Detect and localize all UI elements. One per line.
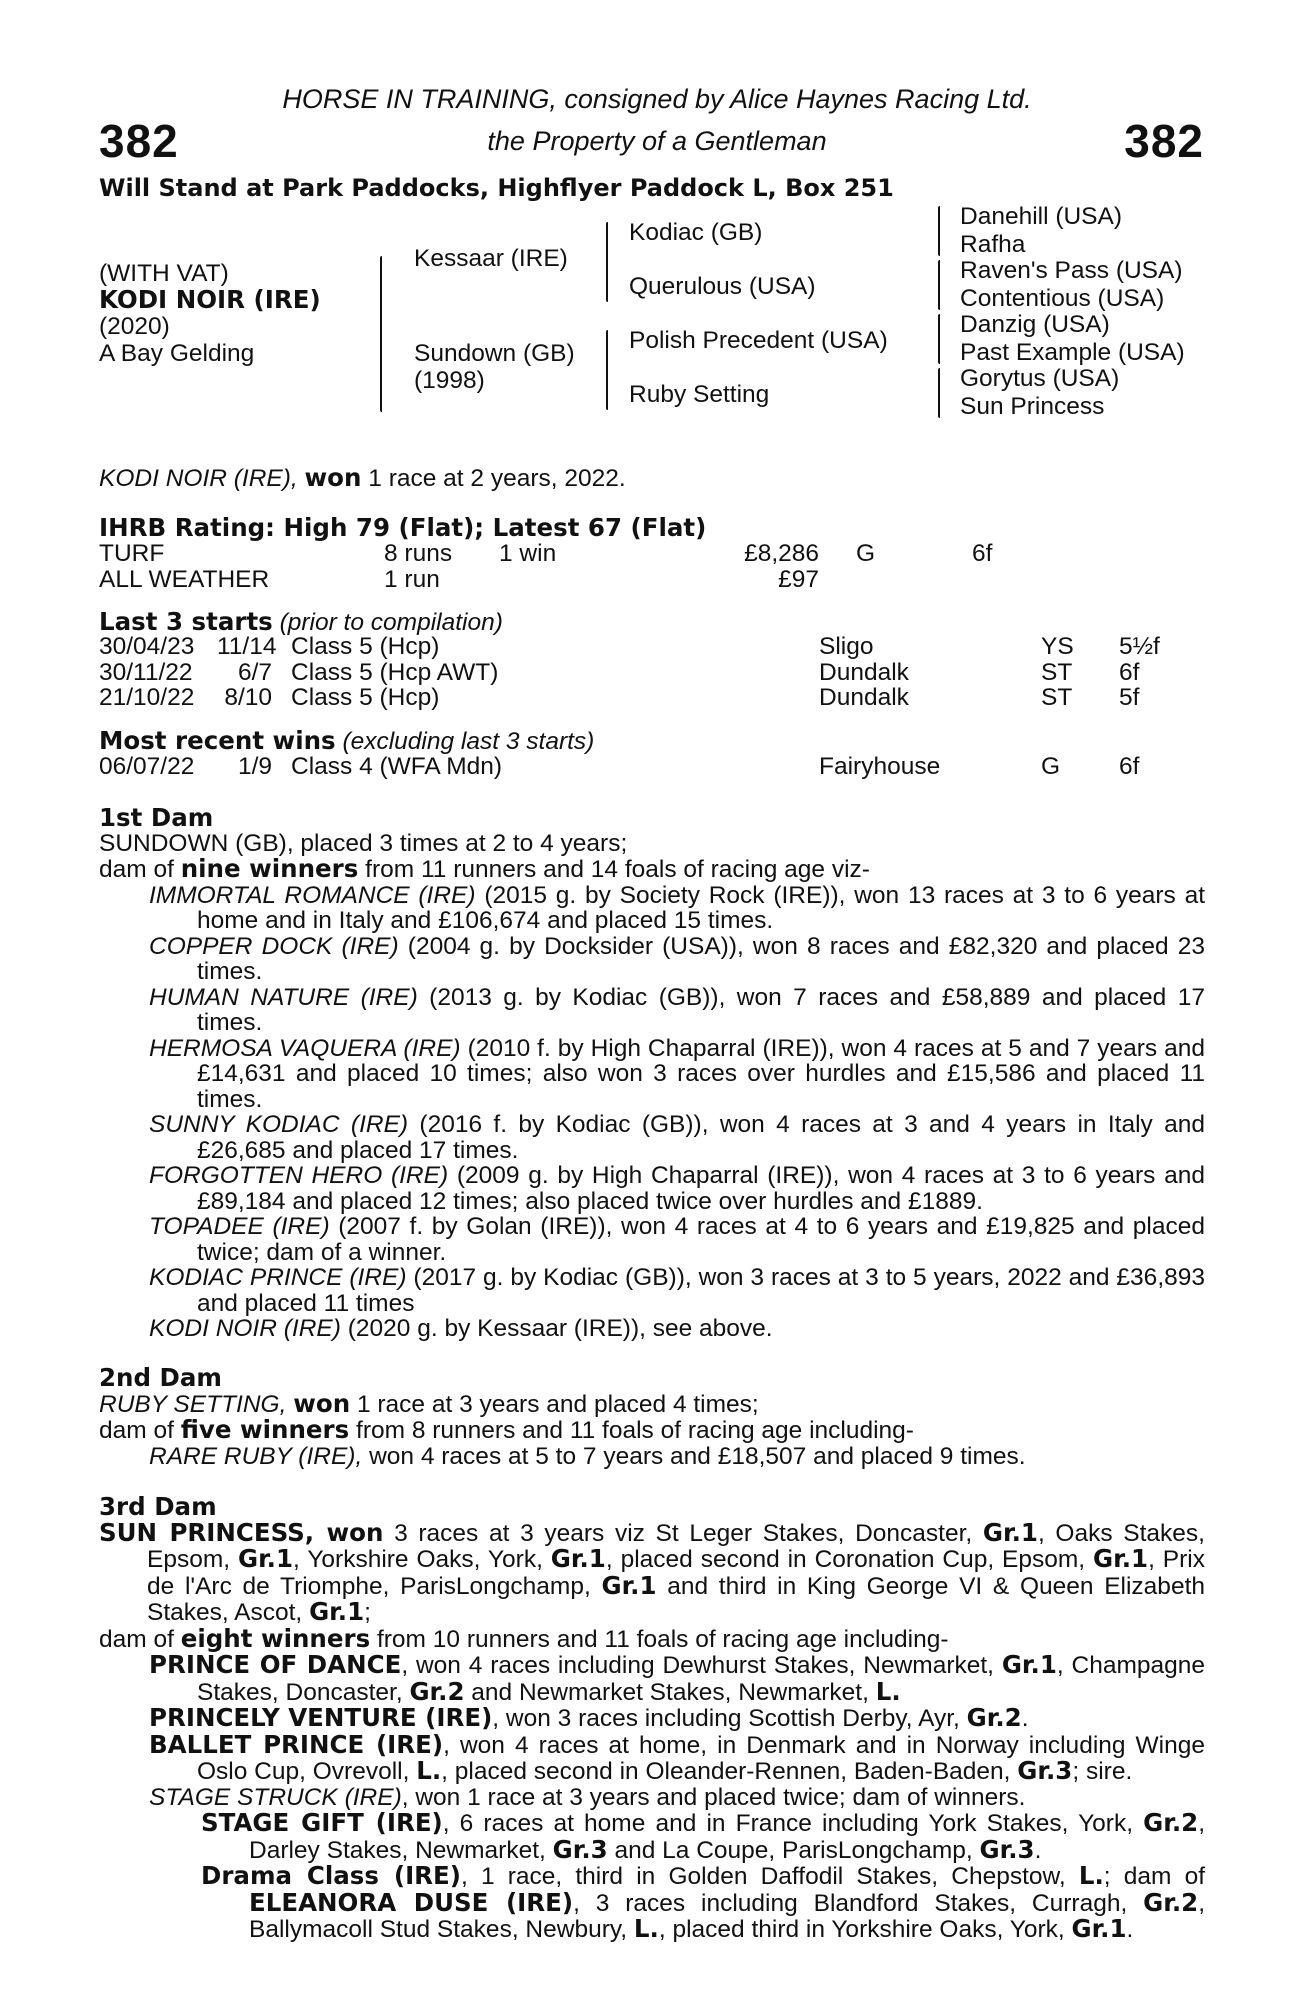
pedigree-g3-6: Past Example (USA) — [960, 339, 1185, 366]
start-class: Class 5 (Hcp) — [291, 684, 440, 711]
text: and La Coupe, ParisLongchamp, — [607, 1836, 980, 1864]
produce-record: (2016 f. by Kodiac (GB)), won 4 races at 3 and 4 years in Italy and £26,685 and placed 17 times. — [197, 1111, 1205, 1164]
grade: L. — [1078, 1861, 1104, 1890]
produce-entry — [99, 1785, 1205, 1811]
start-row — [99, 660, 1209, 686]
pedigree-g3-5: Danzig (USA) — [960, 311, 1110, 338]
produce-entry — [99, 1265, 1205, 1316]
produce-record: (2007 f. by Golan (IRE)), won 4 races at 4 to 6 years and £19,825 and placed twice; dam of a winner. — [197, 1213, 1205, 1266]
produce-entry — [99, 1214, 1205, 1265]
pedigree-brace-g2 — [938, 260, 940, 310]
text: from 10 runners and 11 foals of racing age including- — [376, 1625, 949, 1653]
sire-sire: Kodiac (GB) — [629, 219, 763, 246]
produce-name: STAGE STRUCK (IRE) — [149, 1783, 402, 1811]
produce-name: KODIAC PRINCE (IRE) — [149, 1264, 407, 1291]
third-dam-section — [99, 1494, 1205, 1943]
produce-name: SUNNY KODIAC (IRE) — [149, 1111, 409, 1138]
grade: L. — [633, 1914, 659, 1943]
produce-name: TOPADEE (IRE) — [149, 1213, 330, 1240]
produce-entry — [99, 1316, 1205, 1342]
first-dam-produce-summary — [99, 856, 1205, 883]
grade: Gr.3 — [1017, 1756, 1073, 1785]
produce-entry — [99, 883, 1205, 934]
rating-surface: ALL WEATHER — [99, 566, 270, 593]
first-dam-record: SUNDOWN (GB), placed 3 times at 2 to 4 years; — [99, 829, 628, 857]
text: , Ballymacoll Stud Stakes, Newbury, — [249, 1889, 1205, 1943]
produce-entry — [99, 1163, 1205, 1214]
start-position: 6/7 — [237, 659, 272, 686]
pedigree-g3-2: Rafha — [960, 231, 1026, 258]
produce-entry-grandchild — [99, 1810, 1205, 1863]
text: from 8 runners and 11 foals of racing age including- — [356, 1417, 914, 1444]
produce-name: HERMOSA VAQUERA (IRE) — [149, 1034, 461, 1062]
grade: Gr.2 — [1143, 1808, 1199, 1837]
winners-count: nine winners — [180, 854, 359, 883]
won-label: won — [293, 1388, 351, 1418]
win-class: Class 4 (WFA Mdn) — [291, 753, 503, 780]
start-class: Class 5 (Hcp) — [291, 633, 440, 660]
produce-name: BALLET PRINCE (IRE) — [149, 1729, 444, 1759]
rating-row — [99, 541, 1209, 567]
pedigree-g3-3: Raven's Pass (USA) — [960, 257, 1183, 284]
start-row — [99, 685, 1209, 711]
text: dam of — [99, 856, 174, 883]
grade: Gr.1 — [237, 1544, 294, 1573]
second-dam-title: 2nd Dam — [99, 1363, 222, 1392]
produce-entry — [99, 1705, 1205, 1732]
dam-name: Sundown (GB) — [414, 340, 575, 367]
produce-name: ELEANORA DUSE (IRE) — [249, 1887, 574, 1917]
first-dam-section — [99, 805, 1205, 1342]
text: , won 4 races at home, in Denmark and in Norway including Winge Oslo Cup, Ovrevoll, — [197, 1731, 1205, 1785]
produce-name: FORGOTTEN HERO (IRE) — [149, 1162, 449, 1189]
start-position: 11/14 — [217, 633, 277, 660]
rating-prize: £97 — [778, 566, 819, 593]
produce-entry — [99, 1036, 1205, 1113]
start-date: 30/04/23 — [99, 633, 195, 660]
produce-name: KODI NOIR (IRE) — [149, 1315, 341, 1342]
vat-note: (WITH VAT) — [99, 260, 229, 287]
grade: Gr.2 — [1143, 1887, 1199, 1917]
produce-name: IMMORTAL ROMANCE (IRE) — [149, 881, 476, 909]
text: , won 1 race at 3 years and placed twice; dam of winners. — [401, 1783, 1026, 1811]
text: . — [1021, 1705, 1029, 1732]
start-distance: 5f — [1119, 684, 1140, 711]
produce-record: (2010 f. by High Chaparral (IRE)), won 4 races at 5 and 7 years and £14,631 and placed 10 times; also won 3 races over hurdles and £15,586 and placed 11 times. — [197, 1034, 1206, 1113]
start-date: 21/10/22 — [99, 684, 195, 711]
grade: Gr.1 — [550, 1544, 606, 1573]
pedigree-brace-g3 — [938, 314, 940, 364]
rating-row — [99, 567, 1209, 593]
grade: Gr.2 — [409, 1676, 465, 1706]
third-dam-produce-summary — [99, 1623, 1205, 1653]
text: ; — [364, 1599, 371, 1626]
produce-record: (2017 g. by Kodiac (GB)), won 3 races at 3 to 5 years, 2022 and £36,893 and placed 11 times — [197, 1264, 1205, 1317]
produce-name: HUMAN NATURE (IRE) — [149, 983, 418, 1011]
horse-year: (2020) — [99, 313, 170, 340]
first-dam-title: 1st Dam — [99, 803, 214, 832]
grade: Gr.3 — [552, 1834, 608, 1864]
text: dam of — [99, 1417, 174, 1444]
last3-note: (prior to compilation) — [279, 609, 503, 636]
stand-location: Will Stand at Park Paddocks, Highflyer Paddock L, Box 251 — [99, 174, 894, 202]
text: 3 races at 3 years viz St Leger Stakes, Doncaster, — [383, 1519, 983, 1547]
last3-heading — [99, 609, 503, 636]
rating-title: IHRB Rating: High 79 (Flat); Latest 67 (Flat) — [99, 513, 707, 542]
produce-name: COPPER DOCK (IRE) — [149, 932, 399, 960]
second-dam-name: RUBY SETTING, — [99, 1390, 287, 1418]
text: and Newmarket Stakes, Newmarket, — [464, 1678, 876, 1706]
start-course: Sligo — [819, 633, 874, 660]
produce-record: (2015 g. by Society Rock (IRE)), won 13 races at 3 to 6 years at home and in Italy and £106,674 and placed 15 times. — [197, 881, 1205, 934]
produce-entry — [99, 1112, 1205, 1163]
text: , Prix de l'Arc de Triomphe, ParisLongchamp, — [147, 1546, 1205, 1600]
grade: Gr.1 — [1001, 1650, 1057, 1679]
produce-entry — [99, 1444, 1205, 1470]
produce-name: RARE RUBY (IRE), — [149, 1442, 363, 1470]
pedigree-g3-1: Danehill (USA) — [960, 203, 1123, 230]
recent-win-row — [99, 754, 1209, 780]
rating-going: G — [856, 540, 876, 567]
horse-description: A Bay Gelding — [99, 340, 255, 367]
produce-record: (2009 g. by High Chaparral (IRE)), won 4 races at 3 to 6 years and £89,184 and placed 12 times; also placed twice over hurdles and £1889. — [197, 1162, 1206, 1215]
text: , won 4 races including Dewhurst Stakes, Newmarket, — [401, 1652, 1002, 1679]
summary-rest: 1 race at 2 years, 2022. — [368, 465, 626, 492]
recent-wins-note: (excluding last 3 starts) — [342, 728, 595, 755]
text: , 3 races including Blandford Stakes, Curragh, — [573, 1889, 1144, 1917]
produce-entry-grandchild — [99, 1863, 1205, 1943]
text: from 11 runners and 14 foals of racing age viz- — [365, 856, 870, 883]
horse-name: KODI NOIR (IRE) — [99, 285, 321, 314]
pedigree-g3-4: Contentious (USA) — [960, 285, 1165, 312]
pedigree-g3-8: Sun Princess — [960, 393, 1105, 420]
summary-won: won — [304, 463, 362, 492]
text: , Darley Stakes, Newmarket, — [249, 1810, 1205, 1864]
produce-name: Drama Class (IRE) — [201, 1861, 461, 1890]
dam-sire: Polish Precedent (USA) — [629, 327, 888, 354]
start-going: YS — [1041, 633, 1074, 660]
start-course: Dundalk — [819, 659, 909, 686]
produce-record: (2020 g. by Kessaar (IRE)), see above. — [347, 1315, 773, 1342]
text: , placed third in Yorkshire Oaks, York, — [658, 1916, 1072, 1943]
third-dam-title: 3rd Dam — [99, 1492, 217, 1521]
grade: Gr.1 — [982, 1517, 1038, 1547]
start-row — [99, 634, 1209, 660]
sire-dam: Querulous (USA) — [629, 273, 816, 300]
text: . — [1126, 1916, 1134, 1943]
grade: Gr.3 — [979, 1834, 1035, 1864]
pedigree-brace-g4 — [938, 368, 940, 418]
pedigree-g3-7: Gorytus (USA) — [960, 365, 1120, 392]
recent-wins-heading — [99, 728, 594, 755]
grade: L. — [875, 1676, 901, 1706]
dam-dam: Ruby Setting — [629, 381, 770, 408]
third-dam-name: SUN PRINCESS, won — [99, 1517, 384, 1547]
sire-name: Kessaar (IRE) — [414, 245, 568, 272]
produce-name: STAGE GIFT (IRE) — [201, 1808, 443, 1837]
text: 1 race at 3 years and placed 4 times; — [356, 1390, 759, 1418]
produce-record: (2004 g. by Docksider (USA)), won 8 races and £82,320 and placed 23 times. — [197, 932, 1205, 985]
text: ; dam of — [1103, 1863, 1205, 1890]
text: , 1 race, third in Golden Daffodil Stakes, Chepstow, — [460, 1863, 1079, 1890]
recent-wins-title: Most recent wins — [99, 726, 336, 755]
grade: L. — [416, 1756, 442, 1785]
produce-entry — [99, 934, 1205, 985]
race-summary — [99, 465, 626, 492]
produce-name: PRINCELY VENTURE (IRE) — [149, 1703, 493, 1732]
win-date: 06/07/22 — [99, 753, 195, 780]
summary-horse-name: KODI NOIR (IRE), — [99, 465, 298, 492]
produce-entry — [99, 1652, 1205, 1705]
lot-number-left: 382 — [99, 115, 179, 167]
winners-count: five winners — [180, 1415, 350, 1444]
pedigree-brace-main — [380, 256, 382, 412]
dam-year: (1998) — [414, 367, 485, 394]
rating-runs: 8 runs — [384, 540, 453, 567]
second-dam-record — [99, 1388, 1205, 1418]
text: , won 3 races including Scottish Derby, Ayr, — [492, 1705, 967, 1732]
start-course: Dundalk — [819, 684, 909, 711]
produce-entry — [99, 985, 1205, 1036]
text: dam of — [99, 1625, 174, 1653]
produce-entry — [99, 1729, 1205, 1785]
pedigree-brace-sire — [606, 222, 608, 302]
grade: Gr.2 — [966, 1703, 1022, 1732]
start-going: ST — [1041, 684, 1073, 711]
rating-distance: 6f — [972, 540, 993, 567]
produce-record: (2013 g. by Kodiac (GB)), won 7 races and £58,889 and placed 17 times. — [197, 983, 1205, 1036]
produce-name: PRINCE OF DANCE — [149, 1650, 402, 1679]
produce-record: won 4 races at 5 to 7 years and £18,507 and placed 9 times. — [369, 1442, 1026, 1470]
text: . — [1034, 1836, 1042, 1864]
last3-title: Last 3 starts — [99, 607, 273, 636]
grade: Gr.1 — [1071, 1914, 1127, 1943]
text: , placed second in Oleander-Rennen, Baden-Baden, — [441, 1758, 1018, 1785]
win-course: Fairyhouse — [819, 753, 941, 780]
rating-runs: 1 run — [384, 566, 440, 593]
text: , Yorkshire Oaks, York, — [293, 1546, 551, 1573]
start-date: 30/11/22 — [99, 659, 193, 686]
third-dam-record — [99, 1517, 1205, 1626]
text: , placed second in Coronation Cup, Epsom, — [605, 1546, 1094, 1573]
start-class: Class 5 (Hcp AWT) — [291, 659, 499, 686]
property-line: the Property of a Gentleman — [487, 126, 827, 156]
second-dam-produce-summary — [99, 1417, 1205, 1444]
pedigree-brace-g1 — [938, 206, 940, 256]
second-dam-section — [99, 1365, 1205, 1469]
grade: Gr.1 — [601, 1570, 657, 1600]
text: and third in King George VI & Queen Elizabeth Stakes, Ascot, — [147, 1572, 1205, 1626]
start-position: 8/10 — [224, 684, 272, 711]
start-going: ST — [1041, 659, 1073, 686]
lot-number-right: 382 — [1124, 115, 1204, 167]
text: , Champagne Stakes, Doncaster, — [197, 1652, 1205, 1706]
text: , 6 races at home and in France including York Stakes, York, — [442, 1810, 1144, 1837]
win-distance: 6f — [1119, 753, 1140, 780]
text: , Oaks Stakes, Epsom, — [147, 1519, 1205, 1573]
win-position: 1/9 — [237, 753, 272, 780]
start-distance: 5½f — [1119, 633, 1160, 660]
pedigree-brace-dam — [606, 330, 608, 410]
winners-count: eight winners — [180, 1623, 371, 1653]
rating-prize: £8,286 — [744, 540, 819, 567]
grade: Gr.1 — [1093, 1544, 1149, 1573]
grade: Gr.1 — [309, 1597, 365, 1626]
win-going: G — [1041, 753, 1061, 780]
text: ; sire. — [1072, 1758, 1133, 1785]
consignor-line: HORSE IN TRAINING, consigned by Alice Haynes Racing Ltd. — [282, 84, 1032, 114]
rating-surface: TURF — [99, 540, 165, 567]
start-distance: 6f — [1119, 659, 1140, 686]
rating-wins: 1 win — [499, 540, 557, 567]
